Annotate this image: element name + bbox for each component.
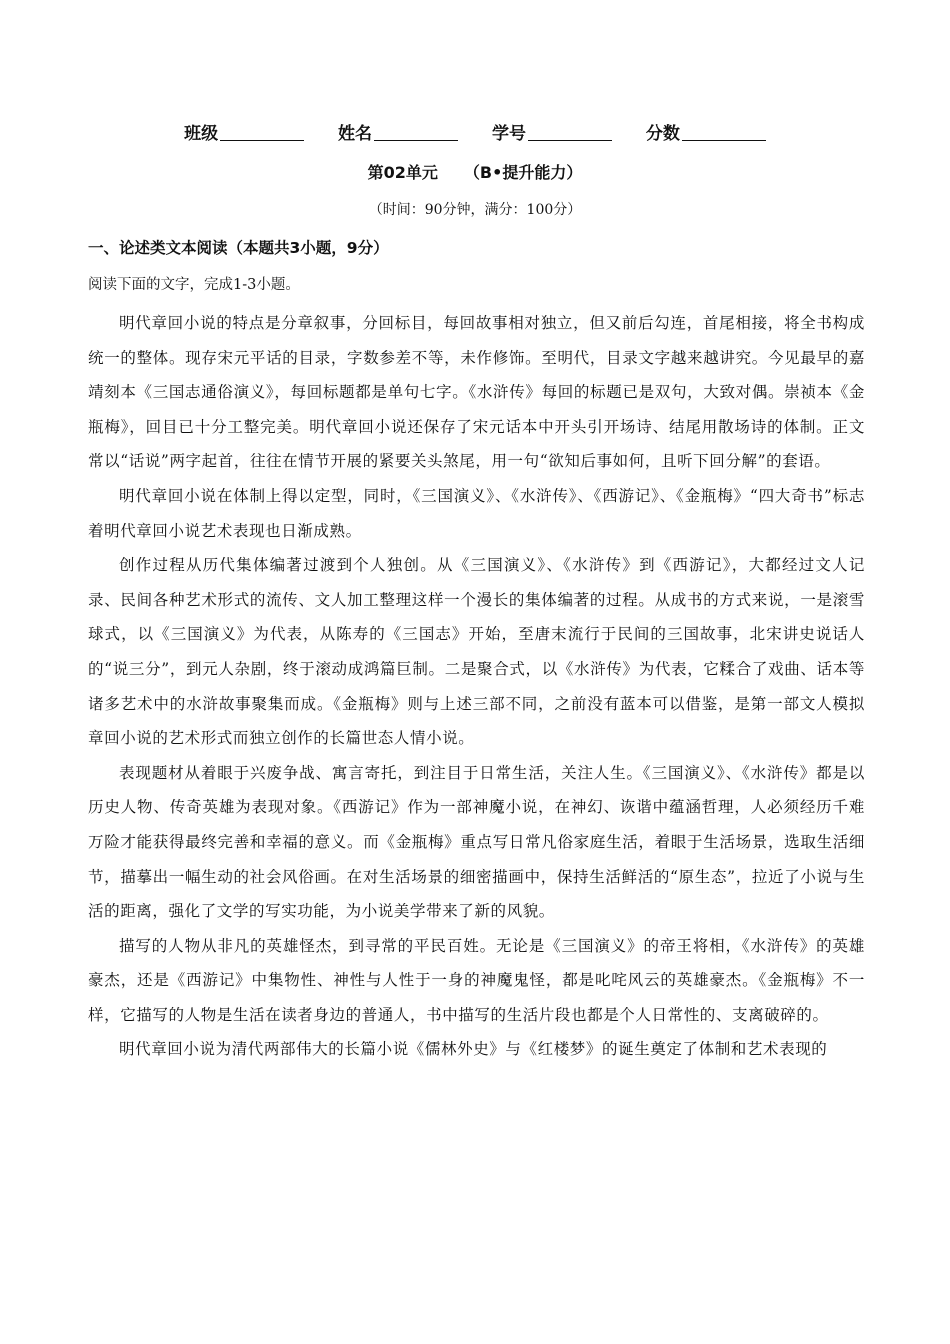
unit-title-main: 第02单元 (367, 163, 438, 182)
name-label: 姓名 (338, 124, 373, 144)
student-id-blank[interactable] (528, 124, 612, 141)
score-blank[interactable] (682, 124, 766, 141)
student-id-label: 学号 (491, 124, 526, 144)
reading-passage (88, 306, 865, 1067)
passage-paragraph: 描写的人物从非凡的英雄怪杰，到寻常的平民百姓。无论是《三国演义》的帝王将相，《水浒传》的英雄豪杰，还是《西游记》中集物性、神性与人性于一身的神魔鬼怪，都是叱咤风云的英雄豪杰。《金瓶梅》不一样，它描写的人物是生活在读者身边的普通人，书中描写的生活片段也都是个人日常性的、支离破碎的。 (88, 936, 865, 1024)
student-id-field (492, 119, 612, 144)
class-blank[interactable] (220, 124, 304, 141)
time-and-score-info: （时间：90分钟，满分：100分） (368, 202, 582, 218)
passage-paragraph: 明代章回小说在体制上得以定型，同时，《三国演义》、《水浒传》、《西游记》、《金瓶梅》“四大奇书”标志着明代章回小说艺术表现也日渐成熟。 (88, 486, 865, 540)
student-info-row (0, 119, 950, 144)
unit-title-subtitle: （B•提升能力） (463, 163, 583, 182)
class-label: 班级 (184, 124, 219, 144)
passage-paragraph: 表现题材从着眼于兴废争战、寓言寄托，到注目于日常生活，关注人生。《三国演义》、《水浒传》都是以历史人物、传奇英雄为表现对象。《西游记》作为一部神魔小说，在神幻、诙谐中蕴涵哲理，人必须经历千难万险才能获得最终完善和幸福的意义。而《金瓶梅》重点写日常凡俗家庭生活，着眼于生活场景，选取生活细节，描摹出一幅生动的社会风俗画。在对生活场景的细密描画中，保持生活鲜活的“原生态”，拉近了小说与生活的距离，强化了文学的写实功能，为小说美学带来了新的风貌。 (88, 763, 865, 921)
name-blank[interactable] (374, 124, 458, 141)
score-label: 分数 (645, 124, 680, 144)
class-field (184, 119, 304, 144)
passage-paragraph: 明代章回小说为清代两部伟大的长篇小说《儒林外史》与《红楼梦》的诞生奠定了体制和艺术表现的 (119, 1040, 828, 1059)
passage-paragraph: 明代章回小说的特点是分章叙事，分回标目，每回故事相对独立，但又前后勾连，首尾相接，将全书构成统一的整体。现存宋元平话的目录，字数参差不等，未作修饰。至明代，目录文字越来越讲究。今见最早的嘉靖刻本《三国志通俗演义》，每回标题都是单句七字。《水浒传》每回的标题已是双句，大致对偶。崇祯本《金瓶梅》，回目已十分工整完美。明代章回小说还保存了宋元话本中开头引开场诗、结尾用散场诗的体制。正文常以“话说”两字起首，往往在情节开展的紧要关头煞尾，用一句“欲知后事如何，且听下回分解”的套语。 (88, 314, 865, 471)
passage-paragraph: 创作过程从历代集体编著过渡到个人独创。从《三国演义》、《水浒传》到《西游记》，大都经过文人记录、民间各种艺术形式的流传、文人加工整理这样一个漫长的集体编著的过程。从成书的方式来说，一是滚雪球式，以《三国演义》为代表，从陈寿的《三国志》开始，至唐末流行于民间的三国故事，北宋讲史说话人的“说三分”，到元人杂剧，终于滚动成鸿篇巨制。二是聚合式，以《水浒传》为代表，它糅合了戏曲、话本等诸多艺术中的水浒故事聚集而成。《金瓶梅》则与上述三部不同，之前没有蓝本可以借鉴，是第一部文人模拟章回小说的艺术形式而独立创作的长篇世态人情小说。 (88, 556, 865, 748)
name-field (338, 119, 458, 144)
score-field (646, 119, 766, 144)
unit-title (0, 160, 950, 183)
section-instruction: 阅读下面的文字，完成1-3小题。 (88, 277, 300, 293)
section-heading: 一、论述类文本阅读（本题共3小题，9分） (88, 239, 389, 257)
